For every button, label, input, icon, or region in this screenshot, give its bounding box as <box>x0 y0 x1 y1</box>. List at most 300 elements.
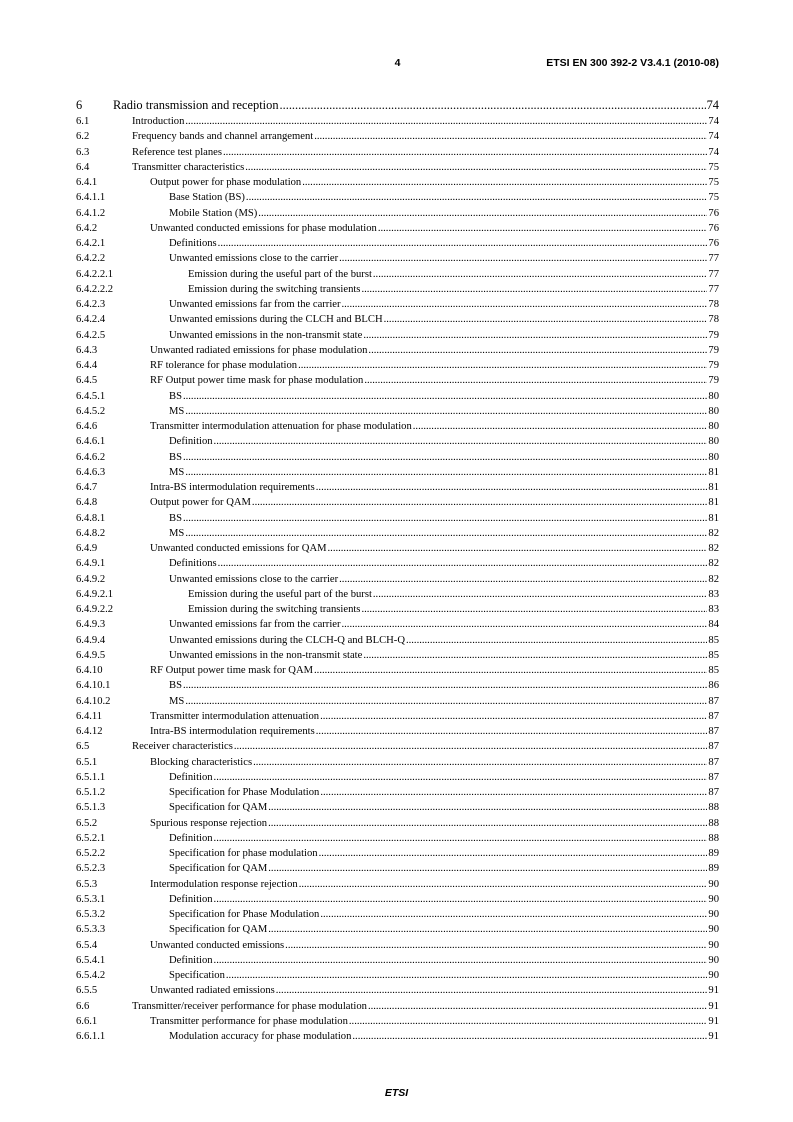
toc-entry-title-wrap <box>150 663 708 678</box>
toc-entry[interactable] <box>76 1014 719 1029</box>
toc-entry-number: 6.4.2.2.2 <box>76 283 114 295</box>
toc-entry[interactable] <box>76 968 719 983</box>
toc-entry-title: BS <box>169 512 182 524</box>
toc-dot-leader <box>226 968 708 983</box>
toc-entry-number: 6.4.8.1 <box>76 512 106 524</box>
toc-entry[interactable] <box>76 175 719 190</box>
toc-entry-page: 77 <box>708 268 719 280</box>
toc-entry-title-wrap <box>169 953 708 968</box>
toc-entry-title-wrap <box>150 419 708 434</box>
toc-entry-page: 80 <box>708 405 719 417</box>
toc-entry-page: 90 <box>708 924 719 936</box>
toc-entry-title: Radio transmission and reception <box>113 98 279 112</box>
toc-entry[interactable] <box>76 190 719 205</box>
toc-entry-title: Definition <box>169 954 213 966</box>
toc-entry-title: Transmitter characteristics <box>132 161 245 173</box>
toc-entry-title: Transmitter intermodulation attenuation for phase modulation <box>150 421 412 432</box>
toc-entry-number: 6.4.1 <box>76 177 98 188</box>
toc-dot-leader <box>363 328 707 343</box>
toc-entry-title-wrap <box>132 145 708 160</box>
toc-entry-number: 6.4.2 <box>76 222 98 234</box>
toc-entry-number: 6.4.5.2 <box>76 405 106 417</box>
toc-entry-title-wrap <box>150 343 708 358</box>
toc-entry-title: Frequency bands and channel arrangement <box>132 131 314 143</box>
toc-entry-title: Specification for Phase Modulation <box>169 787 320 798</box>
toc-entry-title-wrap <box>169 526 708 541</box>
toc-dot-leader <box>302 175 707 190</box>
toc-dot-leader <box>185 114 707 129</box>
toc-entry[interactable] <box>76 267 719 282</box>
toc-dot-leader <box>316 724 708 739</box>
toc-entry-page: 82 <box>708 527 719 539</box>
toc-entry[interactable] <box>76 358 719 373</box>
toc-entry-number: 6.1 <box>76 116 90 127</box>
toc-entry[interactable] <box>76 450 719 465</box>
toc-entry-title: MS <box>169 405 185 417</box>
toc-entry-title: Transmitter/receiver performance for phase modulation <box>132 1000 367 1012</box>
toc-entry-title-wrap <box>150 816 708 831</box>
toc-entry-title: Unwanted emissions close to the carrier <box>169 253 339 265</box>
toc-entry-title: Unwanted emissions in the non-transmit state <box>169 649 363 661</box>
toc-entry[interactable] <box>76 892 719 907</box>
toc-entry-page: 83 <box>708 588 719 600</box>
toc-entry[interactable] <box>76 572 719 587</box>
toc-entry-title: Intermodulation response rejection <box>150 878 298 890</box>
toc-dot-leader <box>218 236 708 251</box>
toc-entry-title-wrap <box>169 404 708 419</box>
toc-entry-number: 6.4.6.1 <box>76 436 106 448</box>
toc-dot-leader <box>314 129 707 144</box>
toc-entry-page: 77 <box>708 283 719 295</box>
toc-entry-page: 87 <box>708 710 719 722</box>
toc-entry-title: Output power for QAM <box>150 497 251 509</box>
toc-entry-number: 6.4.2.2.1 <box>76 268 114 280</box>
toc-entry-title-wrap <box>150 724 708 739</box>
toc-entry[interactable] <box>76 541 719 556</box>
toc-entry-title-wrap <box>150 1014 708 1029</box>
toc-entry-title: Definitions <box>169 558 217 570</box>
toc-entry[interactable] <box>76 861 719 876</box>
toc-dot-leader <box>342 297 708 312</box>
toc-entry[interactable] <box>76 495 719 510</box>
toc-entry-number: 6.6.1.1 <box>76 1031 106 1042</box>
toc-entry-number: 6.3 <box>76 146 90 158</box>
toc-entry-title-wrap <box>169 251 708 266</box>
toc-entry-title: Specification for phase modulation <box>169 848 318 859</box>
toc-entry-page: 79 <box>708 360 719 371</box>
toc-entry-number: 6.4.10 <box>76 665 103 676</box>
toc-entry-number: 6.4.1.1 <box>76 192 106 204</box>
toc-entry-title-wrap <box>169 617 708 632</box>
toc-entry-number: 6.5.5 <box>76 985 98 997</box>
toc-entry-title: Emission during the useful part of the burst <box>188 588 372 600</box>
toc-entry[interactable] <box>76 694 719 709</box>
toc-entry-page: 82 <box>708 558 719 570</box>
toc-dot-leader <box>361 602 707 617</box>
toc-entry-title-wrap <box>150 480 708 495</box>
toc-dot-leader <box>214 434 708 449</box>
toc-entry[interactable] <box>76 282 719 297</box>
toc-entry-number: 6.5.1 <box>76 756 98 768</box>
toc-entry[interactable] <box>76 389 719 404</box>
toc-entry-title-wrap <box>169 968 708 983</box>
toc-entry-page: 90 <box>708 909 719 920</box>
toc-entry-title: Intra-BS intermodulation requirements <box>150 482 315 493</box>
toc-entry-number: 6.4.6 <box>76 421 98 432</box>
toc-entry-title-wrap <box>169 907 708 922</box>
toc-entry-title-wrap <box>188 587 708 602</box>
toc-entry[interactable] <box>76 999 719 1014</box>
toc-entry-number: 6.5.2.1 <box>76 832 106 844</box>
toc-entry-page: 79 <box>708 344 719 356</box>
toc-entry-number: 6.4.2.1 <box>76 238 106 249</box>
toc-entry[interactable] <box>76 709 719 724</box>
toc-entry-page: 84 <box>708 619 719 631</box>
toc-entry-title-wrap <box>150 495 708 510</box>
toc-entry-page: 87 <box>708 787 719 798</box>
toc-entry-number: 6.5.3.1 <box>76 893 106 905</box>
toc-entry-page: 87 <box>708 741 719 753</box>
toc-entry[interactable] <box>76 724 719 739</box>
toc-entry-title: Specification for QAM <box>169 863 268 875</box>
toc-dot-leader <box>268 800 707 815</box>
toc-entry-page: 82 <box>708 573 719 585</box>
toc-entry-page: 91 <box>708 1015 719 1027</box>
toc-entry-title: Definition <box>169 771 213 783</box>
toc-entry[interactable] <box>76 846 719 861</box>
toc-entry-title-wrap <box>132 129 708 144</box>
toc-entry-title-wrap <box>169 434 708 449</box>
toc-entry[interactable] <box>76 1029 719 1044</box>
toc-entry-page: 81 <box>708 466 719 478</box>
toc-entry-title-wrap <box>188 602 708 617</box>
toc-entry-number: 6.5.2 <box>76 817 98 829</box>
toc-entry[interactable] <box>76 343 719 358</box>
toc-entry[interactable] <box>76 602 719 617</box>
toc-entry-number: 6.5.4 <box>76 939 98 951</box>
toc-entry-title: Definition <box>169 436 213 448</box>
toc-dot-leader <box>234 739 708 754</box>
toc-dot-leader <box>361 282 707 297</box>
toc-entry-title: Unwanted emissions close to the carrier <box>169 573 339 585</box>
toc-dot-leader <box>183 450 707 465</box>
toc-entry[interactable] <box>76 160 719 175</box>
toc-entry-page: 85 <box>708 634 719 646</box>
toc-entry-page: 76 <box>708 207 719 219</box>
toc-entry[interactable] <box>76 97 719 113</box>
page-footer: ETSI <box>384 1087 409 1099</box>
toc-entry-number: 6.4.11 <box>76 710 103 722</box>
toc-entry[interactable] <box>76 907 719 922</box>
toc-entry-number: 6.4.2.4 <box>76 314 106 326</box>
toc-entry-title: RF Output power time mask for phase modulation <box>150 375 364 387</box>
toc-entry[interactable] <box>76 678 719 693</box>
toc-entry-page: 90 <box>708 954 719 966</box>
toc-entry-title-wrap <box>132 114 708 129</box>
toc-entry[interactable] <box>76 556 719 571</box>
toc-entry[interactable] <box>76 511 719 526</box>
toc-entry-title-wrap <box>150 373 708 388</box>
toc-dot-leader <box>214 953 708 968</box>
toc-entry[interactable] <box>76 938 719 953</box>
toc-entry-page: 74 <box>708 131 719 143</box>
toc-entry[interactable] <box>76 816 719 831</box>
toc-entry-number: 6.4.9 <box>76 543 98 554</box>
toc-entry-number: 6.4.12 <box>76 726 103 737</box>
toc-entry-page: 88 <box>708 802 719 814</box>
toc-entry-page: 75 <box>708 161 719 173</box>
toc-dot-leader <box>183 511 707 526</box>
toc-entry[interactable] <box>76 739 719 754</box>
toc-entry-number: 6.4.8.2 <box>76 527 106 539</box>
toc-entry-page: 77 <box>708 253 719 265</box>
toc-dot-leader <box>253 755 707 770</box>
toc-entry-title-wrap <box>169 831 708 846</box>
toc-entry[interactable] <box>76 617 719 632</box>
toc-entry-title: Introduction <box>132 116 185 127</box>
toc-entry[interactable] <box>76 206 719 221</box>
toc-dot-leader <box>378 221 708 236</box>
toc-dot-leader <box>368 999 707 1014</box>
toc-entry-title: Reference test planes <box>132 146 223 158</box>
toc-entry-title: Unwanted conducted emissions for phase modulation <box>150 222 377 234</box>
toc-entry-page: 74 <box>708 146 719 158</box>
toc-entry-number: 6.4.7 <box>76 482 98 493</box>
toc-dot-leader <box>314 663 707 678</box>
toc-entry[interactable] <box>76 663 719 678</box>
toc-dot-leader <box>214 770 708 785</box>
toc-entry-page: 82 <box>708 543 719 554</box>
toc-entry[interactable] <box>76 419 719 434</box>
toc-entry-number: 6.4.6.3 <box>76 466 106 478</box>
toc-entry-page: 87 <box>708 695 719 707</box>
toc-entry[interactable] <box>76 953 719 968</box>
toc-entry-number: 6.4.2.3 <box>76 299 106 310</box>
toc-entry-page: 90 <box>708 939 719 951</box>
toc-entry[interactable] <box>76 236 719 251</box>
toc-dot-leader <box>339 572 707 587</box>
toc-dot-leader <box>183 389 707 404</box>
toc-entry-title: Transmitter intermodulation attenuation <box>150 710 320 722</box>
toc-entry-title: RF tolerance for phase modulation <box>150 360 298 371</box>
toc-entry-page: 89 <box>708 848 719 859</box>
toc-entry-number: 6.5.3.2 <box>76 909 106 920</box>
toc-entry-title: Specification <box>169 970 225 981</box>
toc-dot-leader <box>218 556 708 571</box>
toc-entry-page: 76 <box>708 238 719 249</box>
toc-entry-title-wrap <box>188 282 708 297</box>
toc-entry[interactable] <box>76 114 719 129</box>
toc-entry-title: Blocking characteristics <box>150 756 253 768</box>
toc-dot-leader <box>280 97 706 113</box>
toc-entry-number: 6.4.9.5 <box>76 649 106 661</box>
toc-entry-number: 6.4.10.1 <box>76 680 111 692</box>
toc-entry-number: 6.4.9.2 <box>76 573 106 585</box>
toc-entry[interactable] <box>76 633 719 648</box>
toc-dot-leader <box>185 694 707 709</box>
toc-dot-leader <box>319 846 708 861</box>
toc-dot-leader <box>364 373 707 388</box>
toc-entry-title: Specification for Phase Modulation <box>169 909 320 920</box>
toc-entry-title-wrap <box>150 709 708 724</box>
toc-entry-page: 86 <box>708 680 719 692</box>
toc-entry-title-wrap <box>113 97 707 113</box>
toc-entry-title-wrap <box>169 770 708 785</box>
toc-entry-page: 90 <box>708 893 719 905</box>
toc-entry-page: 78 <box>708 314 719 326</box>
toc-dot-leader <box>252 495 707 510</box>
toc-entry-title: Unwanted emissions in the non-transmit state <box>169 329 363 341</box>
toc-entry[interactable] <box>76 983 719 998</box>
toc-dot-leader <box>276 983 708 998</box>
toc-entry-title-wrap <box>169 785 708 800</box>
toc-entry-title-wrap <box>188 267 708 282</box>
toc-entry[interactable] <box>76 922 719 937</box>
toc-entry-title: MS <box>169 466 185 478</box>
toc-entry-page: 80 <box>708 451 719 463</box>
toc-entry[interactable] <box>76 373 719 388</box>
toc-entry-title-wrap <box>169 1029 708 1044</box>
toc-entry[interactable] <box>76 404 719 419</box>
toc-entry-page: 87 <box>708 756 719 768</box>
toc-entry-title: Definitions <box>169 238 217 249</box>
toc-entry-number: 6.5.4.2 <box>76 970 106 981</box>
toc-entry-title-wrap <box>132 999 708 1014</box>
toc-entry[interactable] <box>76 755 719 770</box>
toc-entry[interactable] <box>76 800 719 815</box>
toc-entry-number: 6.6 <box>76 1000 90 1012</box>
toc-entry[interactable] <box>76 434 719 449</box>
toc-entry-number: 6.4.5 <box>76 375 98 387</box>
toc-entry-page: 89 <box>708 863 719 875</box>
toc-entry[interactable] <box>76 221 719 236</box>
document-id: ETSI EN 300 392-2 V3.4.1 (2010-08) <box>546 57 719 69</box>
toc-entry-title-wrap <box>169 861 708 876</box>
toc-entry-title: Base Station (BS) <box>169 192 245 204</box>
toc-entry-title-wrap <box>169 190 708 205</box>
toc-dot-leader <box>299 877 708 892</box>
toc-entry-title: Specification for QAM <box>169 802 268 814</box>
toc-entry[interactable] <box>76 648 719 663</box>
toc-entry-number: 6.4.4 <box>76 360 98 371</box>
toc-entry-title-wrap <box>169 922 708 937</box>
page-header <box>76 57 719 73</box>
toc-entry[interactable] <box>76 328 719 343</box>
toc-entry-number: 6.4.8 <box>76 497 98 509</box>
toc-entry-page: 80 <box>708 421 719 432</box>
toc-entry-number: 6.4.10.2 <box>76 695 111 707</box>
toc-entry[interactable] <box>76 465 719 480</box>
toc-entry-page: 81 <box>708 497 719 509</box>
toc-entry-title-wrap <box>150 983 708 998</box>
toc-entry-page: 88 <box>708 817 719 829</box>
toc-dot-leader <box>185 526 707 541</box>
toc-entry-number: 6.4.9.3 <box>76 619 106 631</box>
toc-dot-leader <box>384 312 708 327</box>
toc-entry-page: 75 <box>708 177 719 188</box>
toc-entry-title: Output power for phase modulation <box>150 177 302 188</box>
toc-entry-page: 90 <box>708 970 719 981</box>
toc-entry-number: 6.6.1 <box>76 1015 98 1027</box>
toc-entry[interactable] <box>76 480 719 495</box>
toc-entry[interactable] <box>76 145 719 160</box>
toc-dot-leader <box>373 267 708 282</box>
toc-entry-title: BS <box>169 390 182 402</box>
toc-entry-page: 91 <box>708 1000 719 1012</box>
toc-entry[interactable] <box>76 785 719 800</box>
toc-entry-page: 80 <box>708 390 719 402</box>
toc-entry[interactable] <box>76 129 719 144</box>
toc-entry-title: Unwanted emissions during the CLCH-Q and BLCH-Q <box>169 634 405 646</box>
toc-entry-page: 91 <box>708 985 719 997</box>
toc-entry-title: Receiver characteristics <box>132 741 233 753</box>
toc-entry-title: Unwanted emissions far from the carrier <box>169 299 341 310</box>
toc-entry-number: 6.5.3 <box>76 878 98 890</box>
toc-entry[interactable] <box>76 526 719 541</box>
toc-entry-title: Definition <box>169 832 213 844</box>
toc-entry-title: Unwanted emissions far from the carrier <box>169 619 341 631</box>
toc-entry-title-wrap <box>169 297 708 312</box>
toc-entry-title-wrap <box>150 938 708 953</box>
toc-entry-page: 79 <box>708 329 719 341</box>
toc-entry-number: 6.5 <box>76 741 90 753</box>
toc-entry[interactable] <box>76 312 719 327</box>
toc-entry-title: Definition <box>169 893 213 905</box>
toc-entry-page: 91 <box>708 1031 719 1042</box>
toc-entry-title-wrap <box>150 221 708 236</box>
toc-dot-leader <box>363 648 707 663</box>
toc-entry[interactable] <box>76 587 719 602</box>
toc-dot-leader <box>352 1029 707 1044</box>
toc-dot-leader <box>320 709 707 724</box>
toc-entry-number: 6.5.3.3 <box>76 924 106 936</box>
toc-entry[interactable] <box>76 251 719 266</box>
toc-entry-title: Intra-BS intermodulation requirements <box>150 726 315 737</box>
toc-dot-leader <box>413 419 708 434</box>
toc-dot-leader <box>214 831 708 846</box>
toc-entry-title-wrap <box>169 236 708 251</box>
toc-entry[interactable] <box>76 877 719 892</box>
toc-entry-title: Unwanted conducted emissions <box>150 939 285 951</box>
toc-dot-leader <box>258 206 707 221</box>
toc-entry-number: 6.5.1.2 <box>76 787 106 798</box>
toc-dot-leader <box>339 251 707 266</box>
toc-entry[interactable] <box>76 831 719 846</box>
toc-dot-leader <box>320 785 707 800</box>
toc-entry-title-wrap <box>169 572 708 587</box>
toc-entry[interactable] <box>76 297 719 312</box>
toc-entry-title-wrap <box>169 846 708 861</box>
toc-entry-page: 74 <box>706 98 719 112</box>
toc-entry-page: 79 <box>708 375 719 387</box>
toc-entry-title: Unwanted radiated emissions for phase modulation <box>150 344 368 356</box>
toc-entry-number: 6.4.9.2.1 <box>76 588 114 600</box>
toc-entry-title-wrap <box>169 465 708 480</box>
toc-entry-title: Emission during the switching transients <box>188 604 361 615</box>
toc-entry-title-wrap <box>169 678 708 693</box>
toc-dot-leader <box>223 145 707 160</box>
toc-entry-title-wrap <box>169 450 708 465</box>
toc-entry-page: 80 <box>708 436 719 448</box>
toc-dot-leader <box>285 938 707 953</box>
toc-entry-title: BS <box>169 680 182 692</box>
toc-entry-title: Specification for QAM <box>169 924 268 936</box>
toc-entry-title-wrap <box>150 358 708 373</box>
toc-entry[interactable] <box>76 770 719 785</box>
table-of-contents <box>76 97 719 1044</box>
toc-dot-leader <box>183 678 707 693</box>
toc-entry-number: 6.4 <box>76 161 90 173</box>
